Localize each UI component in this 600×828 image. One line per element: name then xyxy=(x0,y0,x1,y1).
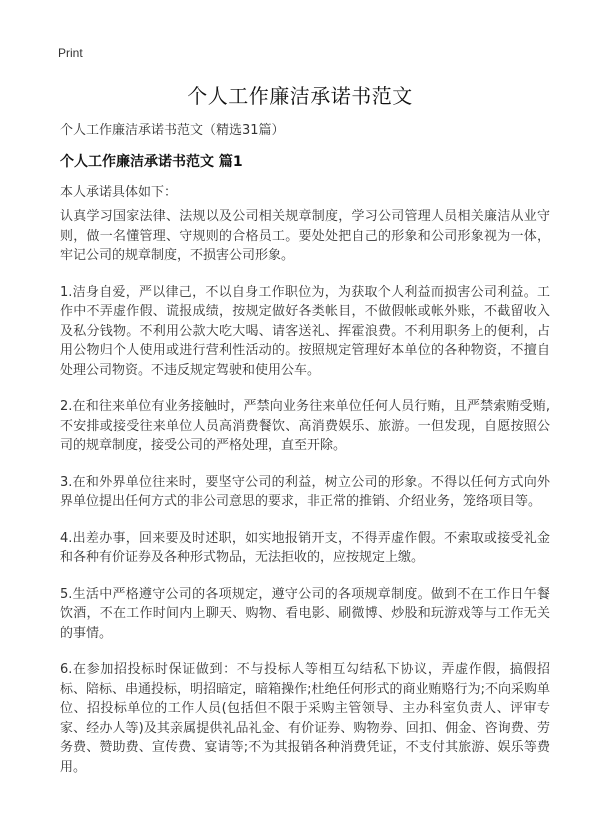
document-subtitle: 个人工作廉洁承诺书范文（精选31篇） xyxy=(60,123,285,138)
paragraph-item-6: 6.在参加招投标时保证做到：不与投标人等相互勾结私下协议，弄虚作假，搞假招标、陪标、串通投标，明招暗定，暗箱操作;杜绝任何形式的商业贿赂行为;不向采购单位、招投标单位的工作人员(包括但不限于采购主管领导、主办科室负责人、评审专家、经办人等)及其亲属提供礼品礼金、有价证券、购物券、回扣、佣金、咨询费、劳务费、赞助费、宣传费、宴请等;不为其报销各种消费凭证，不支付其旅游、娱乐等费用。 xyxy=(60,662,550,775)
body-paragraphs xyxy=(60,207,550,794)
paragraph-preamble: 认真学习国家法律、法规以及公司相关规章制度，学习公司管理人员相关廉洁从业守则，做一名懂管理、守规则的合格员工。要处处把自己的形象和公司形象视为一体，牢记公司的规章制度，不损害公司形象。 xyxy=(60,209,550,263)
print-label[interactable]: Print xyxy=(58,46,83,60)
paragraph-item-1: 1.洁身自爱，严以律己，不以自身工作职位为，为获取个人利益而损害公司利益。工作中不弄虚作假、谎报成绩，按规定做好各类帐目，不做假帐或帐外账，不截留收入及私分钱物。不利用公款大吃大喝、请客送礼、挥霍浪费。不利用职务上的便利，占用公物归个人使用或进行营利性活动的。按照规定管理好本单位的各种物资，不擅自处理公司物资。不违反规定驾驶和使用公车。 xyxy=(60,284,550,378)
section-heading: 个人工作廉洁承诺书范文 篇1 xyxy=(60,154,243,170)
paragraph-item-2: 2.在和往来单位有业务接触时，严禁向业务往来单位任何人员行贿，且严禁索贿受贿,不安排或接受往来单位人员高消费餐饮、高消费娱乐、旅游。一但发现，自愿按照公司的规章制度，接受公司的严格处理，直至开除。 xyxy=(60,399,550,453)
intro-text: 本人承诺具体如下： xyxy=(60,185,178,200)
page-title: 个人工作廉洁承诺书范文 xyxy=(187,84,413,108)
paragraph-item-3: 3.在和外界单位往来时，要坚守公司的利益，树立公司的形象。不得以任何方式向外界单位提出任何方式的非公司意思的要求，非正常的推销、介绍业务，笼络项目等。 xyxy=(60,474,550,509)
paragraph-item-4: 4.出差办事，回来要及时述职，如实地报销开支，不得弄虚作假。不索取或接受礼金和各种有价证券及各种形式物品，无法拒收的，应按规定上缴。 xyxy=(60,530,550,565)
paragraph-item-5: 5.生活中严格遵守公司的各项规定，遵守公司的各项规章制度。做到不在工作日午餐饮酒，不在工作时间内上聊天、购物、看电影、刷微博、炒股和玩游戏等与工作无关的事情。 xyxy=(60,586,550,641)
